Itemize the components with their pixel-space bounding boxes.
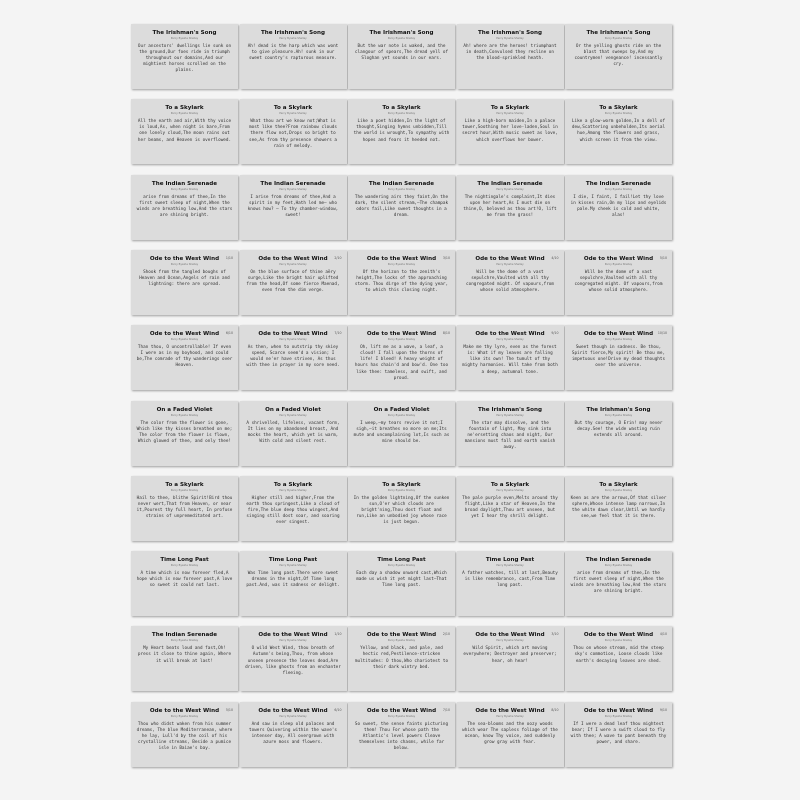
card-title-text: The Irishman's Song [152, 30, 217, 36]
card-title [570, 557, 667, 563]
card-title [353, 482, 450, 488]
card-title [245, 256, 342, 262]
card-title [570, 30, 667, 36]
card-part-number: 5/10 [659, 255, 667, 260]
card-title [245, 482, 342, 488]
card-title-text: The Indian Serenade [151, 180, 218, 187]
card-part-number: 3/10 [551, 632, 559, 637]
card-title-text: The Indian Serenade [477, 180, 543, 187]
poem-card[interactable] [131, 99, 238, 164]
card-title [570, 407, 667, 413]
card-verse: A father watches, till at last,Beauty is like remembrance, cast,From Time long past. [462, 571, 558, 589]
card-verse: Of the horizon to the zenith's height,The locks of the approaching storm. Thou dirge of the dying year, to which this closing night. [354, 269, 449, 294]
card-byline: Percy Bysshe Shelley [387, 112, 416, 116]
card-byline: Percy Bysshe Shelley [170, 714, 199, 718]
card-title-text: Ode to the West Wind [366, 707, 437, 714]
card-title [462, 331, 559, 337]
poem-card[interactable] [565, 325, 672, 390]
poem-card[interactable] [240, 476, 347, 541]
card-title [462, 632, 559, 638]
card-title-text: Ode to the West Wind [366, 632, 437, 639]
card-part-number: 7/10 [442, 707, 450, 712]
card-byline: Percy Bysshe Shelley [170, 187, 199, 191]
card-title [353, 632, 450, 638]
poem-card[interactable] [131, 476, 238, 541]
card-title-text: The Indian Serenade [585, 180, 652, 187]
card-title-text: The Indian Serenade [368, 180, 435, 187]
card-byline: Percy Bysshe Shelley [170, 564, 199, 568]
card-verse: Like a poet hidden,In the light of thought,Singing hymns unbidden,Till the world is wrought,To sympathy with hopes and fears it heeded not. [353, 119, 450, 143]
card-verse: Our ancestors' dwellings lie sunk on the ground,Our foes ride in triumph throughout our domains,And our mightiest horses scrolled on the plains. [137, 44, 232, 74]
card-title-text: To a Skylark [382, 105, 421, 112]
card-verse: If I were a dead leaf thou mightest bear; If I were a swift cloud to fly with thee; A wave to pant beneath thy power, and share. [570, 721, 667, 745]
card-title [245, 407, 342, 413]
card-title [245, 105, 342, 111]
poem-card[interactable] [457, 99, 564, 164]
card-title-text: Ode to the West Wind [258, 707, 328, 714]
card-title-text: On a Faded Violet [373, 406, 430, 413]
poem-card[interactable] [348, 175, 455, 240]
card-byline: Percy Bysshe Shelley [387, 564, 416, 568]
card-title [136, 331, 233, 337]
card-verse: Hail to thee, blithe Spirit!Bird thou never wert,That from Heaven, or near it,Pourest thy full heart, In profuse strains of unpremeditated art. [136, 495, 233, 520]
poem-card[interactable] [240, 325, 347, 390]
card-verse: Each day a shadow onward cast,Which made us wish it yet might last—That Time long past. [356, 571, 447, 589]
card-verse: Oh, lift me as a wave, a leaf, a cloud! I fall upon the thorns of life! I bleed! A heavy weight of hours has chain'd and bow'd. One too like thee: tameless, and swift, and proud. [354, 345, 449, 381]
card-verse: I die, I faint, I fail!Let thy love in kisses rain,On my lips and eyelids pale.My cheek is cold and white, alas! [570, 194, 667, 218]
card-verse: The color from the flower is gone, Which like thy kisses breathed on me; The color from the flower is flown, Which glowed of thee, and only thee! [136, 420, 233, 444]
poem-card[interactable] [240, 626, 347, 691]
poem-card[interactable] [131, 175, 238, 240]
poem-card[interactable] [457, 250, 564, 315]
card-byline: Percy Bysshe Shelley [604, 564, 633, 568]
card-title-text: The Irishman's Song [477, 406, 543, 413]
card-verse: The wandering airs they faint,On the dark, the silent stream,—The champak odors fail,Like sweet thoughts in a dream. [354, 194, 449, 218]
poem-card[interactable] [457, 401, 564, 466]
poem-card[interactable] [131, 551, 238, 616]
card-title-text: Ode to the West Wind [475, 707, 545, 714]
card-byline: Percy Bysshe Shelley [279, 413, 307, 417]
poem-card[interactable] [565, 476, 672, 541]
card-byline: Percy Bysshe Shelley [387, 413, 416, 417]
card-title [462, 407, 559, 413]
card-title-text: The Irishman's Song [369, 30, 434, 36]
poem-card[interactable] [565, 99, 672, 164]
card-title [462, 482, 559, 488]
card-byline: Percy Bysshe Shelley [170, 262, 199, 266]
card-byline: Percy Bysshe Shelley [279, 338, 307, 342]
card-byline: Percy Bysshe Shelley [496, 639, 524, 643]
card-title-text: On a Faded Violet [156, 406, 213, 413]
card-verse: Sweet though in sadness. Be thou, Spirit fierce,My spirit! Be thou me, impetuous one!Drive my dead thoughts over the universe. [571, 345, 666, 369]
card-title-text: To a Skylark [382, 481, 421, 488]
card-title [136, 30, 233, 36]
card-title [353, 181, 450, 187]
card-title-text: Ode to the West Wind [149, 707, 220, 714]
poem-card[interactable] [348, 476, 455, 541]
poem-card[interactable] [240, 401, 347, 466]
card-title-text: The Irishman's Song [477, 30, 543, 36]
card-title [462, 708, 559, 714]
card-verse: The sea-blooms and the oozy woods which wear The sapless foliage of the ocean, know Thy voice, and suddenly grow gray with fear. [462, 721, 558, 745]
card-byline: Percy Bysshe Shelley [279, 639, 307, 643]
card-title [245, 632, 342, 638]
card-title-text: Ode to the West Wind [258, 331, 328, 338]
card-verse: Ah! dead is the harp which was wont to give pleasure.Ah! sunk in our sweet country's rapturous measure. [247, 44, 339, 62]
card-part-number: 10/10 [657, 331, 667, 336]
card-title-text: To a Skylark [599, 481, 638, 488]
poem-card[interactable] [348, 626, 455, 691]
card-title-text: Time Long Past [377, 557, 426, 564]
card-byline: Percy Bysshe Shelley [170, 37, 199, 40]
card-title [136, 407, 233, 413]
card-title-text: Ode to the West Wind [366, 255, 437, 262]
card-title [245, 331, 342, 337]
card-part-number: 3/10 [442, 255, 450, 260]
card-title [136, 708, 233, 714]
card-part-number: 1/10 [334, 632, 342, 637]
card-title [570, 181, 667, 187]
card-byline: Percy Bysshe Shelley [496, 413, 524, 417]
card-verse: As then, when to outstrip thy skiey speed, Scarce seem'd a vision; I would ne'er have striven, As thus with thee in prayer in my sore need. [246, 345, 340, 369]
card-verse: Ah! where are the heroes! triumphant in death,Convulsed they recline on the blood-sprinkled heath. [463, 44, 557, 62]
poem-card[interactable] [348, 250, 455, 315]
card-part-number: 4/10 [659, 632, 667, 637]
card-title-text: To a Skylark [273, 105, 313, 112]
card-title [462, 105, 559, 111]
card-title-text: The Irishman's Song [586, 406, 651, 413]
poem-card[interactable] [565, 250, 672, 315]
card-title-text: To a Skylark [599, 105, 638, 112]
card-byline: Percy Bysshe Shelley [496, 112, 524, 116]
poem-card[interactable] [457, 325, 564, 390]
card-byline: Percy Bysshe Shelley [170, 338, 199, 342]
card-part-number: 1/10 [225, 255, 233, 260]
card-title [570, 256, 667, 262]
poem-card[interactable] [240, 250, 347, 315]
card-title [353, 557, 450, 563]
card-byline: Percy Bysshe Shelley [387, 262, 416, 266]
card-title-text: Ode to the West Wind [258, 632, 328, 639]
card-title-text: To a Skylark [165, 481, 204, 488]
card-title [570, 708, 667, 714]
card-title [462, 30, 559, 36]
card-title [136, 557, 233, 563]
card-title [462, 181, 559, 187]
card-verse: Thou who didst waken from his summer dreams, The blue Mediterranean, where he lay, Lull'd by the coil of his crystalline streams, Beside a pumice isle in Baiae's bay. [136, 721, 233, 752]
card-byline: Percy Bysshe Shelley [170, 112, 199, 116]
card-verse: On the blue surface of thine aëry surge,Like the bright hair uplifted from the head,Of some fierce Maenad, even from the dim verge. [246, 269, 340, 294]
card-title [353, 407, 450, 413]
card-byline: Percy Bysshe Shelley [279, 488, 307, 492]
poem-card[interactable] [348, 325, 455, 390]
card-title-text: Ode to the West Wind [475, 255, 545, 262]
poem-card[interactable] [240, 99, 347, 164]
card-title [136, 256, 233, 262]
card-title-text: To a Skylark [490, 105, 530, 112]
poem-card[interactable] [240, 175, 347, 240]
card-byline: Percy Bysshe Shelley [170, 639, 199, 643]
card-title [353, 331, 450, 337]
card-byline: Percy Bysshe Shelley [279, 262, 307, 266]
card-part-number: 6/10 [334, 707, 342, 712]
card-part-number: 2/10 [334, 255, 342, 260]
card-title-text: Ode to the West Wind [366, 331, 437, 338]
card-byline: Percy Bysshe Shelley [604, 488, 633, 492]
card-verse: Was Time long past.There were sweet dreams in the night,Of Time long past.And, was it sadness or delight. [246, 571, 340, 589]
card-byline: Percy Bysshe Shelley [496, 37, 524, 40]
card-verse: What thou art we know not;What is most like thee?From rainbow clouds there flow not,Drops so bright to see,As from thy presence showers a rain of melody. [249, 119, 337, 149]
card-verse: The pale purple even,Melts around thy flight,Like a star of Heaven,In the broad daylight,Thou art unseen, but yet I hear thy shrill delight. [462, 495, 558, 520]
card-title-text: Ode to the West Wind [475, 331, 545, 338]
card-byline: Percy Bysshe Shelley [604, 714, 633, 718]
card-verse: arise from dreams of thee,In the first sweet sleep of night,When the winds are breathing low,And the stars are shining bright. [136, 194, 233, 218]
poem-card[interactable] [131, 325, 238, 390]
card-byline: Percy Bysshe Shelley [279, 714, 307, 718]
card-title-text: The Indian Serenade [151, 632, 218, 639]
poem-card[interactable] [348, 24, 455, 89]
card-byline: Percy Bysshe Shelley [604, 413, 633, 417]
card-part-number: 8/10 [551, 707, 559, 712]
card-byline: Percy Bysshe Shelley [496, 187, 524, 191]
card-title-text: To a Skylark [273, 481, 313, 488]
card-title [353, 30, 450, 36]
poem-card[interactable] [240, 702, 347, 767]
card-byline: Percy Bysshe Shelley [604, 112, 633, 116]
card-byline: Percy Bysshe Shelley [387, 187, 416, 191]
card-byline: Percy Bysshe Shelley [604, 639, 633, 643]
poem-card[interactable] [457, 476, 564, 541]
card-title [570, 331, 667, 337]
card-part-number: 9/10 [659, 707, 667, 712]
card-title [245, 557, 342, 563]
card-verse: My Heart beats loud and fast,Oh! press it close to thine again, Where it will break at last! [137, 646, 232, 664]
card-title [570, 105, 667, 111]
card-title-text: On a Faded Violet [265, 406, 321, 413]
poem-card[interactable] [131, 401, 238, 466]
poem-card[interactable] [565, 551, 672, 616]
card-title-text: To a Skylark [165, 105, 204, 112]
poem-card[interactable] [131, 702, 238, 767]
card-verse: Than thou, O uncontrollable! If even I were as in my boyhood, and could be,The comrade of thy wanderings over Heaven. [136, 345, 233, 369]
card-byline: Percy Bysshe Shelley [387, 488, 416, 492]
card-verse: Like a glow-worm golden,In a dell of dew,Scattering unbeholden,Its aerial hue,Among the flowers and grass, which screen it from the view. [571, 119, 666, 143]
card-title-text: Ode to the West Wind [475, 632, 545, 639]
card-verse: Thou on whose stream, mid the steep sky's commotion, Loose clouds like earth's decaying leaves are shed. [573, 646, 664, 664]
card-part-number: 7/10 [334, 331, 342, 336]
card-verse: Will be the dome of a vast sepulchre,Vaulted with all thy congregated might. Of vapours,from whose solid atmosphere. [466, 269, 554, 294]
card-byline: Percy Bysshe Shelley [496, 564, 524, 568]
card-byline: Percy Bysshe Shelley [496, 714, 524, 718]
card-byline: Percy Bysshe Shelley [387, 37, 416, 40]
card-title-text: Ode to the West Wind [258, 255, 328, 262]
card-verse: All the earth and air,With thy voice is loud,As, when night is bare,From one lonely cloud,The moon rains out her beams, and Heaven is overflowed. [137, 119, 232, 143]
card-title [353, 708, 450, 714]
card-title [570, 632, 667, 638]
card-byline: Percy Bysshe Shelley [604, 262, 633, 266]
card-title-text: Ode to the West Wind [583, 255, 654, 262]
poem-card[interactable] [565, 626, 672, 691]
card-verse: The nightingale's complaint,It dies upon her heart,As I must die on thine,O, beloved as thou art!O, lift me from the grass! [463, 194, 557, 218]
card-verse: Wild Spirit, which art moving everywhere; Destroyer and preserver; hear, oh hear! [463, 646, 557, 664]
card-verse: A shrivelled, lifeless, vacant form, It lies on my abandoned breast, And mocks the heart, which yet is warm, With cold and silent rest. [246, 420, 340, 444]
card-title [570, 482, 667, 488]
card-byline: Percy Bysshe Shelley [279, 112, 307, 116]
card-verse: In the golden lightning,Of the sunken sun,O'er which clouds are bright'ning,Thou dost float and run,Like an unbodied joy whose race is just begun. [353, 495, 450, 526]
poem-card[interactable] [457, 175, 564, 240]
card-byline: Percy Bysshe Shelley [604, 187, 633, 191]
card-byline: Percy Bysshe Shelley [279, 564, 307, 568]
card-verse: I arise from dreams of thee,And a spirit in my feet,Hath led me— who knows how? — To thy chamber-window, sweet! [247, 194, 339, 218]
card-byline: Percy Bysshe Shelley [170, 488, 199, 492]
card-title-text: The Irishman's Song [260, 30, 326, 36]
card-verse: But thy courage, O Erin! may never decay.See! the wide wasting ruin extends all around. [574, 420, 663, 438]
card-title [245, 30, 342, 36]
poem-card[interactable] [348, 99, 455, 164]
card-byline: Percy Bysshe Shelley [496, 262, 524, 266]
card-title [136, 482, 233, 488]
card-title-text: Ode to the West Wind [149, 331, 220, 338]
poem-card[interactable] [131, 250, 238, 315]
card-title-text: Time Long Past [160, 557, 209, 564]
card-verse: Yellow, and black, and pale, and hectic red,Pestilence-stricken multitudes: O thou,Who chariotest to their dark wintry bed. [354, 646, 449, 670]
card-title [245, 708, 342, 714]
card-byline: Percy Bysshe Shelley [604, 37, 633, 40]
card-verse: arise from dreams of thee,In the first sweet sleep of night,When the winds are breathing low,And the stars are shining bright. [570, 571, 667, 595]
card-byline: Percy Bysshe Shelley [387, 338, 416, 342]
card-title [136, 632, 233, 638]
poem-card[interactable] [565, 401, 672, 466]
card-verse: Make me thy lyre, even as the forest is: What if my leaves are falling like its own! The tumult of thy mighty harmonies. Will take from both a deep, autumnal tone. [462, 345, 558, 375]
card-part-number: 6/10 [225, 331, 233, 336]
card-part-number: 8/10 [442, 331, 450, 336]
card-title-text: The Irishman's Song [586, 30, 651, 36]
card-part-number: 2/10 [442, 632, 450, 637]
poem-card[interactable] [348, 401, 455, 466]
poem-card[interactable] [240, 24, 347, 89]
card-byline: Percy Bysshe Shelley [496, 338, 524, 342]
card-title [245, 181, 342, 187]
card-part-number: 5/10 [225, 707, 233, 712]
card-byline: Percy Bysshe Shelley [496, 488, 524, 492]
card-verse: Keen as are the arrows,Of that silver sphere,Whose intense lamp narrows,In the white dawn clear,Until we hardly see,we feel that it is there. [570, 495, 667, 520]
card-title-text: Time Long Past [268, 557, 318, 564]
poem-card[interactable] [348, 702, 455, 767]
card-verse: Will be the dome of a vast sepulchre,Vaulted with all thy congregated might. Of vapours,from whose solid atmosphere. [574, 269, 663, 294]
card-title-text: Ode to the West Wind [583, 707, 654, 714]
card-verse: And saw in sleep old palaces and towers Quivering within the wave's intenser day, All overgrown with azure moss and flowers. [249, 721, 337, 745]
poem-card[interactable] [565, 175, 672, 240]
card-byline: Percy Bysshe Shelley [279, 187, 307, 191]
card-verse: The star may dissolve, and the fountain of light, May sink into ne'ersetting chaos and night, Our mansions must fall and earth vanish away. [464, 420, 556, 450]
poem-card[interactable] [131, 24, 238, 89]
poem-card[interactable] [348, 551, 455, 616]
card-title [462, 256, 559, 262]
card-title-text: The Indian Serenade [585, 557, 652, 564]
card-byline: Percy Bysshe Shelley [604, 338, 633, 342]
card-byline: Percy Bysshe Shelley [387, 639, 416, 643]
card-title-text: Time Long Past [485, 557, 535, 564]
card-title-text: Ode to the West Wind [583, 331, 654, 338]
card-title [353, 256, 450, 262]
card-title [353, 105, 450, 111]
card-verse: I weep,—my tears revive it not;I sigh,—it breathes no more on me;Its mute and uncomplaining lot,Is such as mine should be. [353, 420, 450, 444]
card-verse: Like a high-born maiden,In a palace tower,Soothing her love-laden,Soul in secret hour,With music sweet as love, which overflows her bower. [462, 119, 558, 143]
poem-card[interactable] [457, 702, 564, 767]
card-title-text: To a Skylark [490, 481, 530, 488]
card-title-text: Ode to the West Wind [149, 255, 220, 262]
card-part-number: 4/10 [551, 255, 559, 260]
card-byline: Percy Bysshe Shelley [279, 37, 307, 40]
card-verse: A time which is now forever fled,A hope which is now forever past,A love so sweet it could not last. [136, 571, 233, 589]
card-verse: Shook from the tangled boughs of Heaven and Ocean,Angels of rain and lightning: there are spread. [139, 269, 230, 288]
poem-card[interactable] [565, 24, 672, 89]
card-part-number: 9/10 [551, 331, 559, 336]
poem-card[interactable] [457, 551, 564, 616]
card-verse: But the war note is waked, and the clangour of spears,The dread yell of Sloghan yet sounds in our ears. [354, 44, 449, 62]
card-title-text: Ode to the West Wind [583, 632, 654, 639]
card-title [136, 181, 233, 187]
card-byline: Percy Bysshe Shelley [170, 413, 199, 417]
card-verse: O wild West Wind, thou breath of Autumn's being,Thou, from whose unseen presence the leaves dead,Are driven, like ghosts from an enchanter fleeing. [245, 646, 341, 676]
card-verse: Or the yelling ghosts ride on the blast that sweeps by,And my countrymen! vengeance! incessantly cry. [574, 44, 663, 68]
poem-card[interactable] [240, 551, 347, 616]
card-title [136, 105, 233, 111]
poem-card[interactable] [565, 702, 672, 767]
card-verse: Higher still and higher,From the earth thou springest,Like a cloud of fire,The blue deep thou wingest,And singing still dost soar, and soaring ever singest. [246, 495, 340, 526]
card-verse: So sweet, the sense faints picturing them! Thou For whose path the Atlantic's level powers Cleave themselves into chasms, while far below. [354, 721, 449, 752]
poem-card[interactable] [131, 626, 238, 691]
card-title [462, 557, 559, 563]
poem-card[interactable] [457, 24, 564, 89]
card-byline: Percy Bysshe Shelley [387, 714, 416, 718]
card-title-text: The Indian Serenade [260, 180, 326, 187]
poem-card[interactable] [457, 626, 564, 691]
